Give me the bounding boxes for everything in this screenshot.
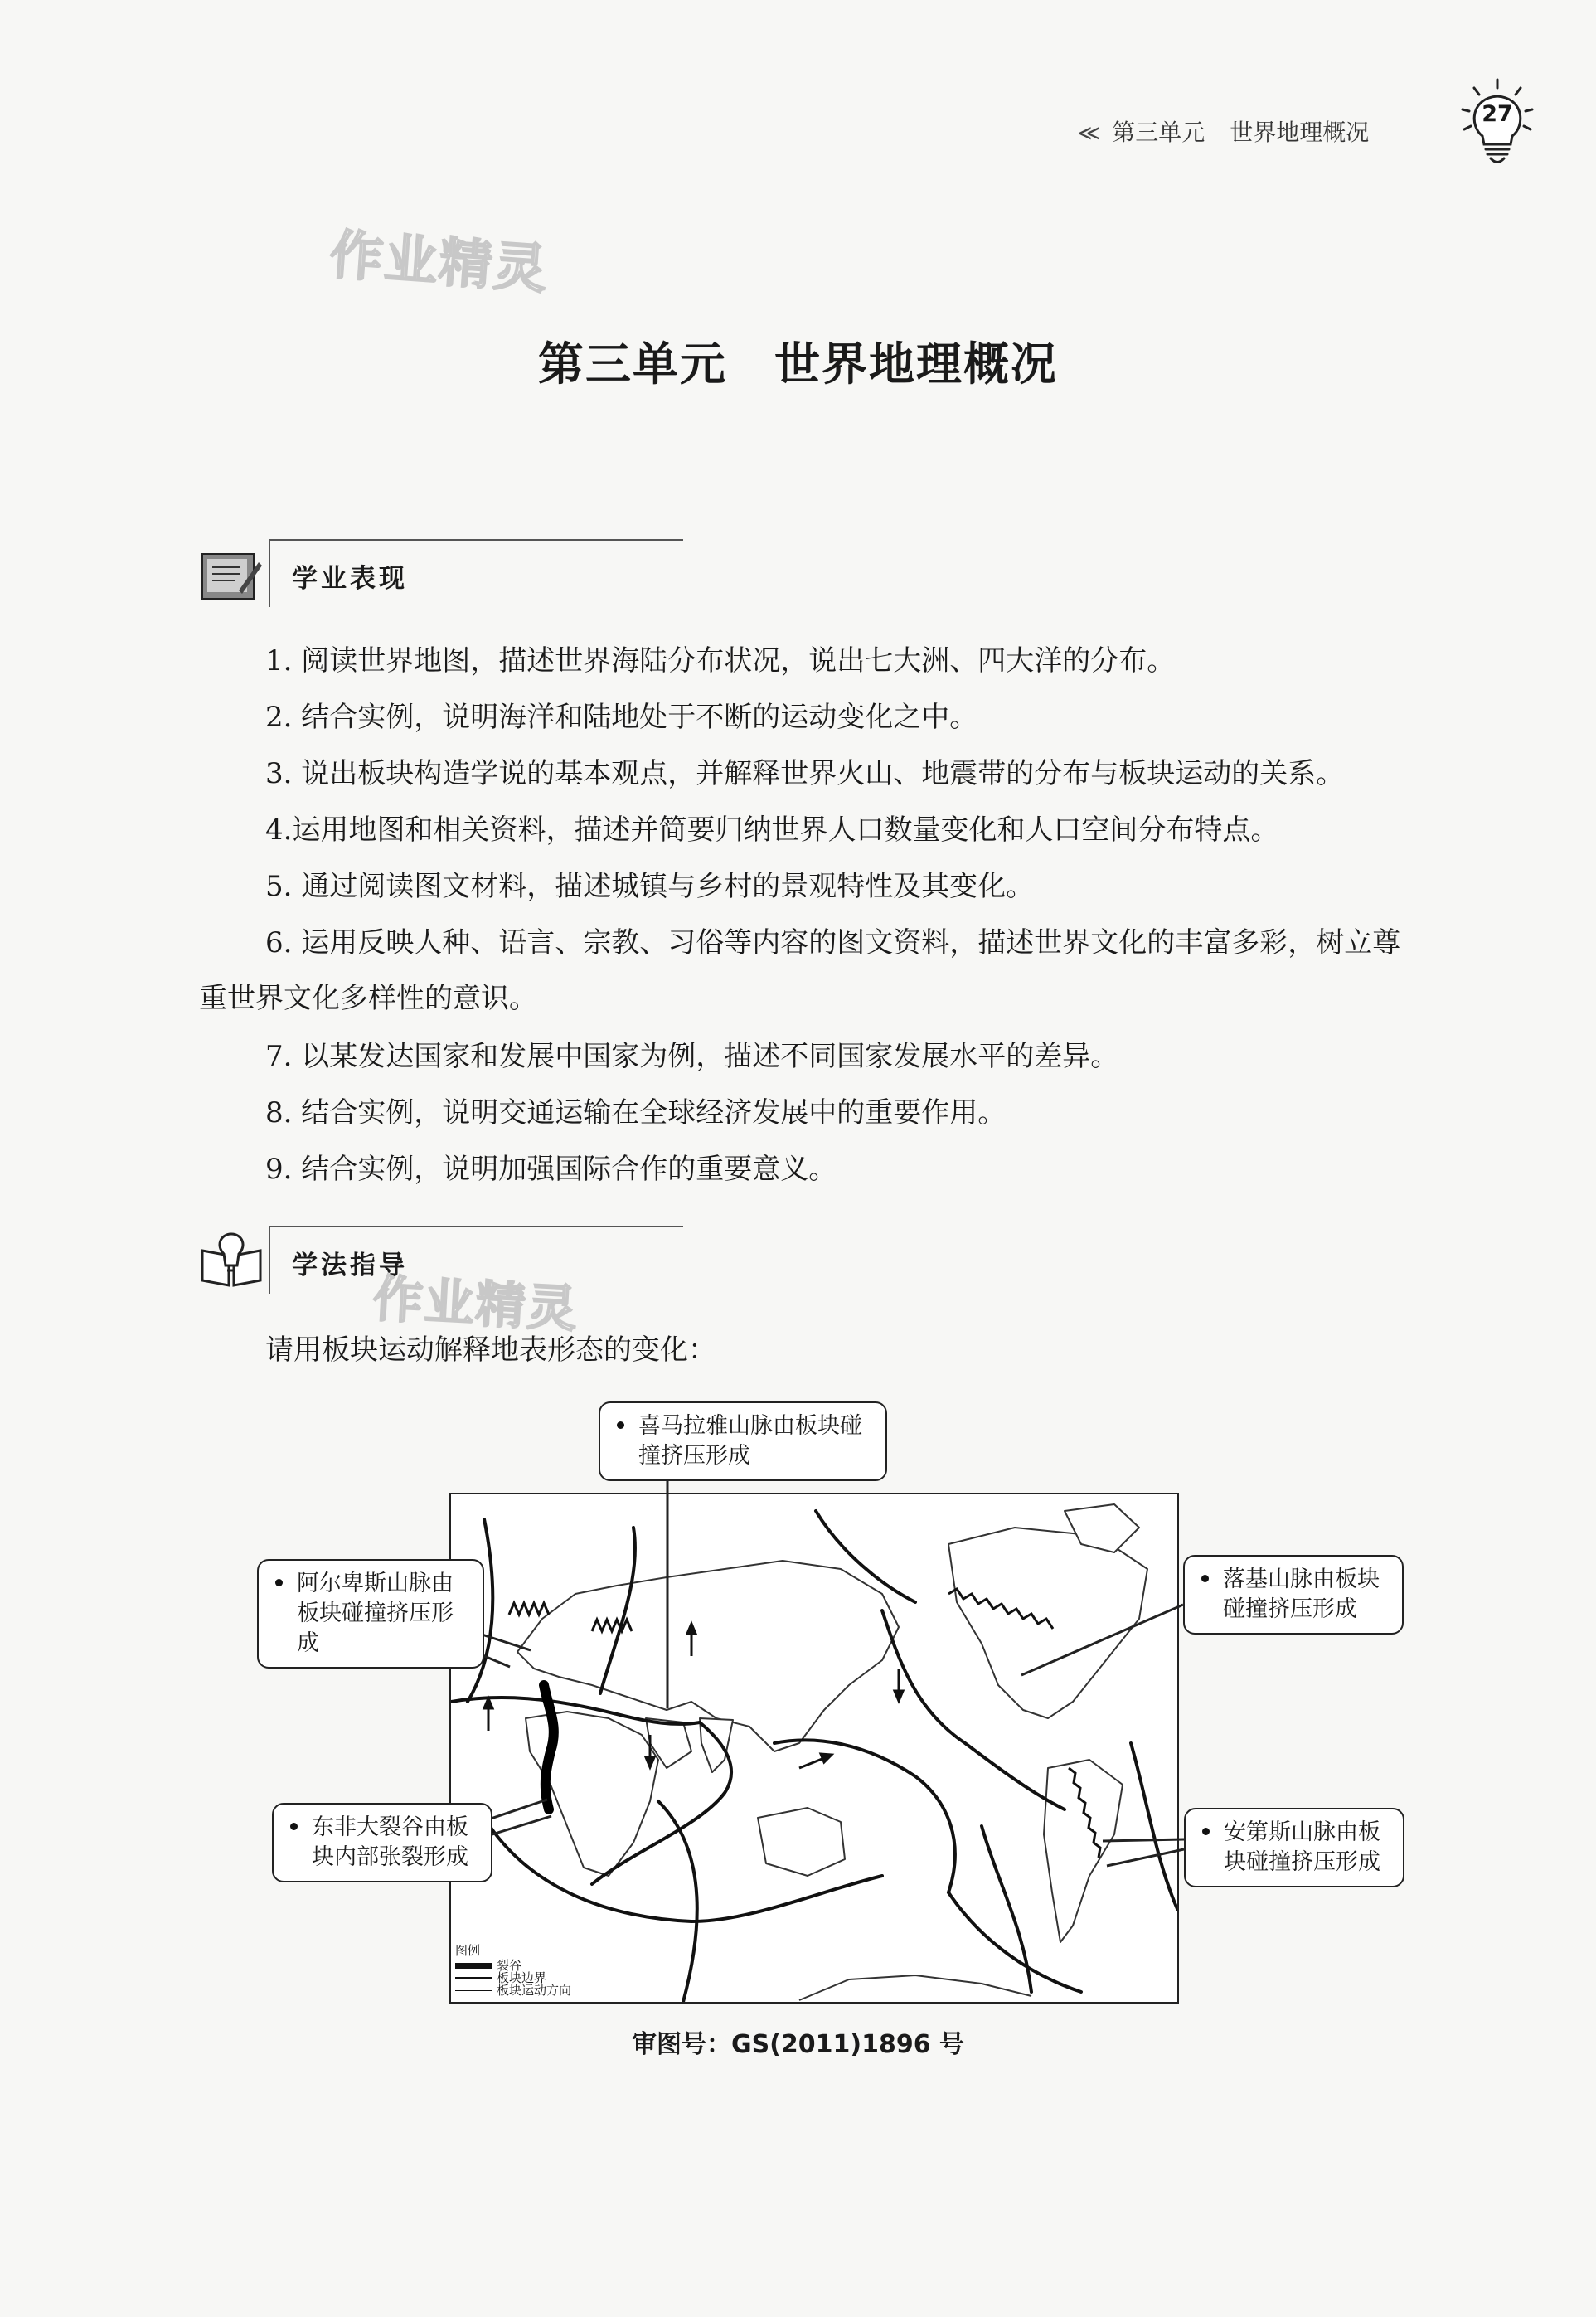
list-item: 1. 阅读世界地图，描述世界海陆分布状况，说出七大洲、四大洋的分布。 [265, 644, 1176, 678]
map-approval-number: 审图号：GS(2011)1896 号 [631, 2030, 965, 2059]
page-number: 27 [1482, 101, 1513, 127]
callout-text: 阿尔卑斯山脉由板块碰撞挤压形成 [297, 1571, 454, 1656]
list-item: 9. 结合实例，说明加强国际合作的重要意义。 [265, 1153, 837, 1186]
bullet-icon [617, 1421, 624, 1429]
header-unit: 第三单元 [1112, 119, 1205, 146]
bullet-icon [290, 1823, 298, 1830]
callout-text: 安第斯山脉由板块碰撞挤压形成 [1224, 1819, 1380, 1875]
section-label: 学法指导 [292, 1251, 408, 1280]
callout-andes [1184, 1808, 1404, 1887]
legend-row-direction: 板块运动方向 [455, 1984, 571, 1997]
list-item: 6. 运用反映人种、语言、宗教、习俗等内容的图文资料，描述世界文化的丰富多彩，树立尊重世界文化多样性的意识。 [199, 926, 1401, 1015]
leader-line-rocky [1021, 1605, 1183, 1675]
bullet-icon [275, 1579, 283, 1586]
guide-text: 请用板块运动解释地表形态的变化： [265, 1333, 716, 1367]
callout-rocky-mountains [1183, 1555, 1404, 1635]
callout-text: 东非大裂谷由板块内部张裂形成 [312, 1814, 468, 1870]
legend-title: 图例 [455, 1943, 481, 1958]
boundary-swatch [455, 1977, 492, 1979]
list-item: 4.运用地图和相关资料，描述并简要归纳世界人口数量变化和人口空间分布特点。 [265, 814, 1279, 847]
bullet-icon [1201, 1575, 1209, 1582]
list-item: 2. 结合实例，说明海洋和陆地处于不断的运动变化之中。 [265, 701, 978, 734]
legend-row-boundary: 板块边界 [455, 1971, 546, 1984]
legend-row-rift: 裂谷 [455, 1959, 521, 1972]
section-label: 学业表现 [292, 564, 408, 594]
callout-alps [257, 1559, 484, 1669]
leader-line-andes [1103, 1839, 1184, 1841]
callout-east-african-rift [272, 1803, 492, 1882]
double-chevron-left-icon: ≪ [1078, 121, 1101, 146]
page-title: 第三单元 世界地理概况 [537, 338, 1058, 391]
header-section: 世界地理概况 [1230, 119, 1370, 146]
watermark-middle: 作业精灵 [371, 1270, 580, 1339]
callout-himalaya [599, 1401, 887, 1481]
bullet-icon [1202, 1828, 1210, 1835]
map-legend [452, 1942, 593, 1999]
list-item: 7. 以某发达国家和发展中国家为例，描述不同国家发展水平的差异。 [265, 1040, 1119, 1073]
callout-text: 喜马拉雅山脉由板块碰撞挤压形成 [638, 1413, 862, 1469]
watermark-top: 作业精灵 [327, 224, 551, 302]
callout-text: 落基山脉由板块碰撞挤压形成 [1223, 1567, 1380, 1622]
list-item: 5. 通过阅读图文材料，描述城镇与乡村的景观特性及其变化。 [265, 870, 1035, 903]
rift-swatch [455, 1963, 492, 1969]
direction-swatch [455, 1990, 492, 1991]
leader-line-andes [1107, 1849, 1184, 1866]
list-item: 8. 结合实例，说明交通运输在全球经济发展中的重要作用。 [265, 1096, 1007, 1129]
list-item: 3. 说出板块构造学说的基本观点，并解释世界火山、地震带的分布与板块运动的关系。 [265, 757, 1345, 790]
